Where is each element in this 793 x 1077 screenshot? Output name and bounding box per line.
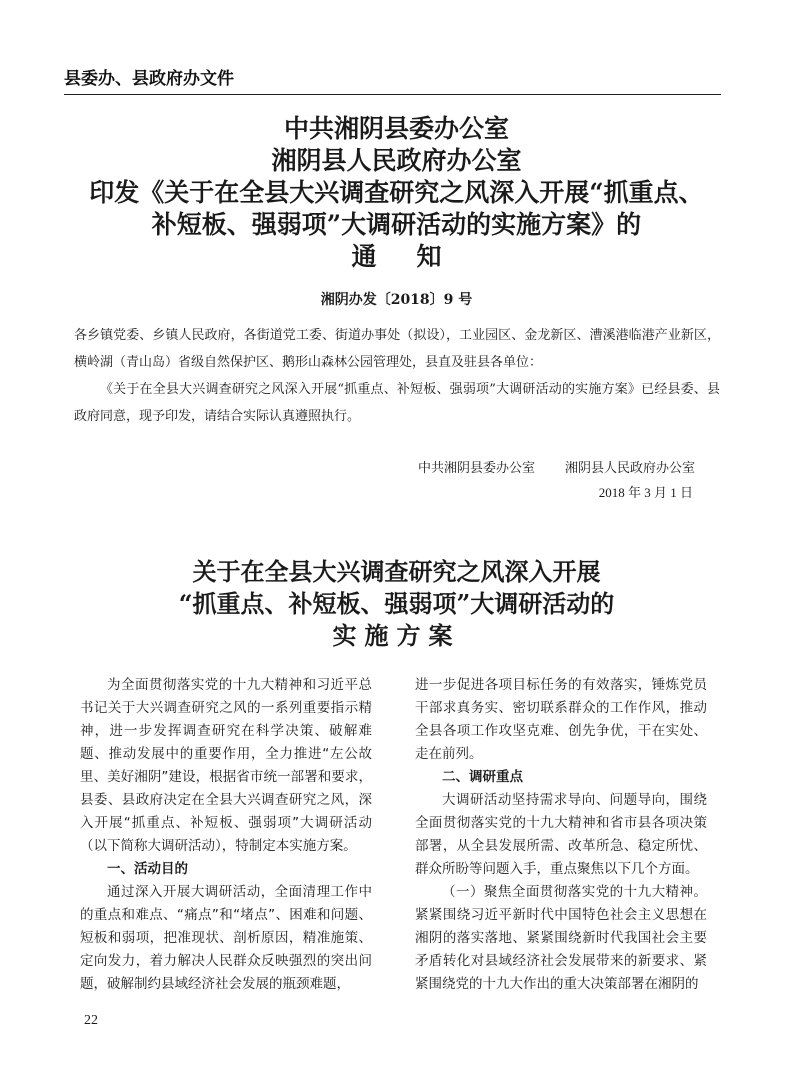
purpose-paragraph: 通过深入开展大调研活动，全面清理工作中的重点和难点、“痛点”和“堵点”、困难和问题、短板和弱项，把准现状、剖析原因，精准施策、定向发力，着力解决人民群众反映强烈的突出问题，破解制约县域经济社会发展的瓶颈难题， bbox=[80, 884, 372, 992]
subsection-text: 紧紧围绕习近平新时代中国特色社会主义思想在湘阴的落实落地、紧紧围绕新时代我国社会主要矛盾转化对县域经济社会发展带来的新要求、紧紧围绕党的十九大作出的重大决策部署在湘阴的 bbox=[415, 907, 707, 992]
page-number: 22 bbox=[84, 1013, 98, 1028]
plan-left-column bbox=[80, 674, 372, 996]
notice-content-paragraph: 《关于在全县大兴调查研究之风深入开展“抓重点、补短板、强弱项”大调研活动的实施方案》已经县委、县政府同意，现予印发，请结合实际认真遵照执行。 bbox=[74, 382, 720, 424]
plan-title-line: 关于在全县大兴调查研究之风深入开展 bbox=[192, 557, 601, 586]
notice-title bbox=[40, 113, 753, 273]
notice-title-line: 印发《关于在全县大兴调查研究之风深入开展“抓重点、 bbox=[89, 178, 704, 207]
focus-paragraph: 大调研活动坚持需求导向、问题导向，围绕全面贯彻落实党的十九大精神和省市县各项决策部署，从全县发展所需、改革所急、稳定所忧、群众所盼等问题入手，重点聚焦以下几个方面。 bbox=[415, 792, 707, 877]
signer-government-office: 湘阴县人民政府办公室 bbox=[564, 461, 695, 476]
notice-title-line: 通知 bbox=[351, 242, 482, 271]
subsection-paragraph bbox=[415, 881, 707, 996]
intro-paragraph: 为全面贯彻落实党的十九大精神和习近平总书记关于大兴调查研究之风的一系列重要指示精神，进一步发挥调查研究在科学决策、破解难题、推动发展中的重要作用，全力推进“左公故里、美好湘阴”建设，根据省市统一部署和要求，县委、县政府决定在全县大兴调查研究之风，深入开展“抓重点、补短板、强弱项”大调研活动（以下简称大调研活动），特制定本实施方案。 bbox=[80, 677, 372, 854]
notice-title-line: 湘阴县人民政府办公室 bbox=[271, 146, 522, 175]
notice-title-line: 中共湘阴县委办公室 bbox=[283, 114, 509, 143]
document-number: 湘阴办发〔2018〕9 号 bbox=[320, 292, 473, 308]
plan-title-line: “抓重点、补短板、强弱项”大调研活动的 bbox=[178, 589, 615, 618]
plan-right-column bbox=[415, 674, 707, 996]
subsection-heading: （一）聚焦全面贯彻落实党的十九大精神。 bbox=[442, 884, 707, 900]
header-divider bbox=[64, 94, 721, 95]
notice-title-line: 补短板、强弱项”大调研活动的实施方案》的 bbox=[151, 210, 642, 239]
issue-date: 2018 年 3 月 1 日 bbox=[598, 485, 693, 500]
section-header-label: 县委办、县政府办文件 bbox=[64, 69, 234, 89]
signers bbox=[418, 457, 695, 476]
section-heading-focus: 二、调研重点 bbox=[442, 769, 523, 785]
section-heading-purpose: 一、活动目的 bbox=[107, 861, 188, 877]
plan-title bbox=[40, 556, 753, 652]
plan-title-line: 实施方案 bbox=[332, 621, 461, 650]
recipients-paragraph: 各乡镇党委、乡镇人民政府，各街道党工委、街道办事处（拟设），工业园区、金龙新区、漕溪港临港产业新区，横岭湖（青山岛）省级自然保护区、鹅形山森林公园管理处，县直及驻县各单位： bbox=[74, 328, 720, 370]
purpose-continuation-paragraph: 进一步促进各项目标任务的有效落实，锤炼党员干部求真务实、密切联系群众的工作作风，推动全县各项工作攻坚克难、创先争优，干在实处、走在前列。 bbox=[415, 677, 707, 762]
signer-party-office: 中共湘阴县委办公室 bbox=[417, 461, 535, 476]
